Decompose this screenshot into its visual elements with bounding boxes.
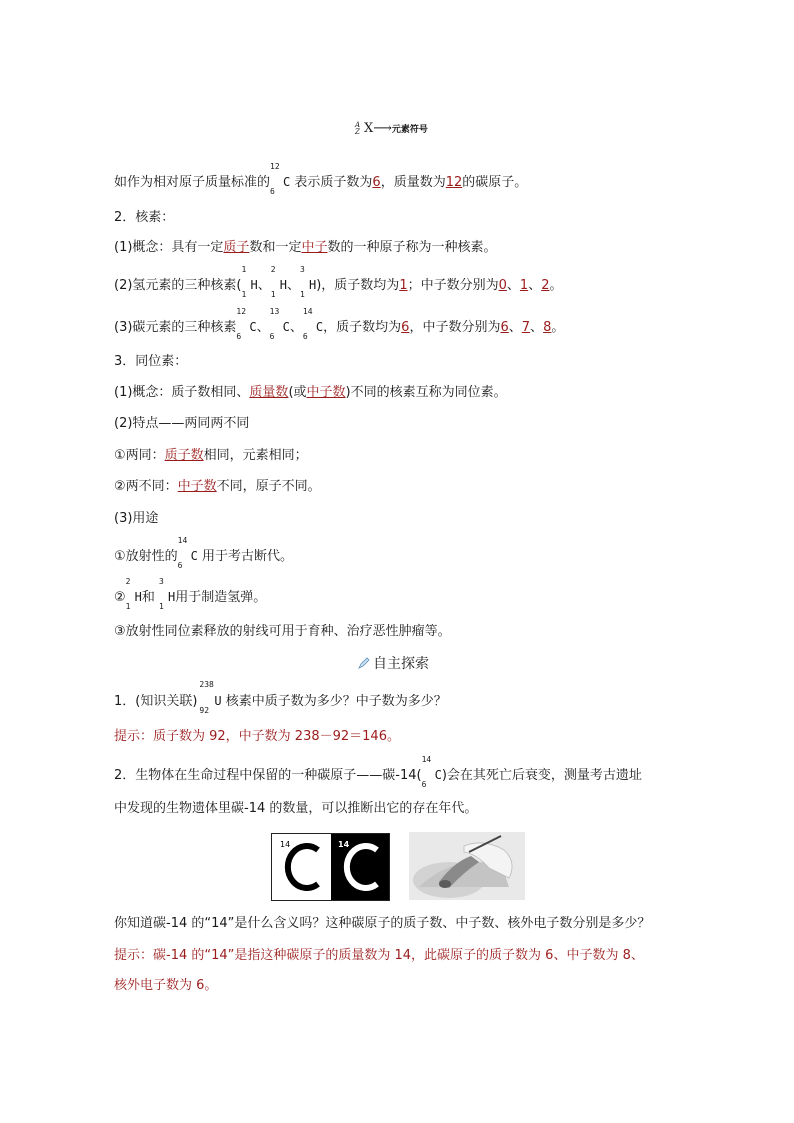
use-carbon-dating: ①放射性的 14 6 C 用于考古断代。 [114, 536, 294, 570]
explore-heading [358, 653, 429, 673]
nuclide-notation-formula [355, 121, 428, 136]
pen-icon [358, 657, 370, 669]
section-2-title: 2．核素： [114, 210, 175, 225]
question-2-line-3: 你知道碳-14 的“14”是什么含义吗？这种碳原子的质子数、中子数、核外电子数分别是多少？ [114, 916, 651, 931]
use-hydrogen-bomb: ② 2 1 H和 3 1 H用于制造氢弹。 [114, 577, 267, 611]
answer-1: 提示：质子数为 92，中子数为 238－92＝146。 [114, 729, 400, 744]
two-different: ②两不同：中子数不同，原子不同。 [114, 479, 321, 494]
answer-2-line-2: 核外电子数为 6。 [114, 978, 218, 993]
carbon-14-logo-graphic [272, 834, 389, 900]
question-1: 1．(知识关联) 238 92 U 核素中质子数为多少？中子数为多少？ [114, 680, 447, 715]
carbon-nuclides: (3)碳元素的三种核素 12 6 C、 13 6 C、 14 6 C，质子数均为6，中子数分别为6、7、8。 [114, 307, 565, 341]
two-same: ①两同：质子数相同，元素相同； [114, 448, 308, 463]
use-radiation: ③放射性同位素释放的射线可用于育种、治疗恶性肿瘤等。 [114, 624, 451, 639]
question-2-line-2: 中发现的生物遗体里碳-14 的数量，可以推断出它的存在年代。 [114, 801, 478, 816]
carbon-14-logo-image [271, 833, 390, 901]
hydrogen-nuclides: (2)氢元素的三种核素( 1 1 H、 2 1 H、 3 1 H)，质子数均为1；中子数分别为0、1、2。 [114, 265, 563, 299]
section-3-title: 3．同位素： [114, 354, 188, 369]
carbon-12-nuclide: 12 6 C [270, 162, 291, 196]
logo-num-right: 14 [338, 840, 350, 849]
explore-heading-text: 自主探索 [373, 656, 429, 672]
question-2-line-1: 2．生物体在生命过程中保留的一种碳原子——碳-14( 14 6 C)会在其死亡后衰变，测量考古遗址 [114, 755, 642, 789]
uses-title: (3)用途 [114, 511, 159, 526]
archaeology-photo [409, 832, 525, 900]
arrow: ⟶ [373, 121, 392, 136]
logo-num-left: 14 [280, 840, 291, 849]
isotope-features: (2)特点——两同两不同 [114, 416, 250, 431]
element-symbol-x: X [364, 121, 374, 136]
nuclide-concept: (1)概念：具有一定质子数和一定中子数的一种原子称为一种核素。 [114, 240, 497, 255]
answer-2-line-1: 提示：碳-14 的“14”是指这种碳原子的质量数为 14，此碳原子的质子数为 6、中子数为 8、 [114, 948, 644, 963]
intro-line: 如作为相对原子质量标准的 12 6 C 表示质子数为6，质量数为12的碳原子。 [114, 162, 528, 196]
isotope-concept: (1)概念：质子数相同、质量数(或中子数)不同的核素互称为同位素。 [114, 385, 507, 400]
mass-atomic-numbers: A Z [355, 120, 361, 136]
element-symbol-label: 元素符号 [391, 125, 428, 135]
photo-graphic [409, 832, 525, 900]
